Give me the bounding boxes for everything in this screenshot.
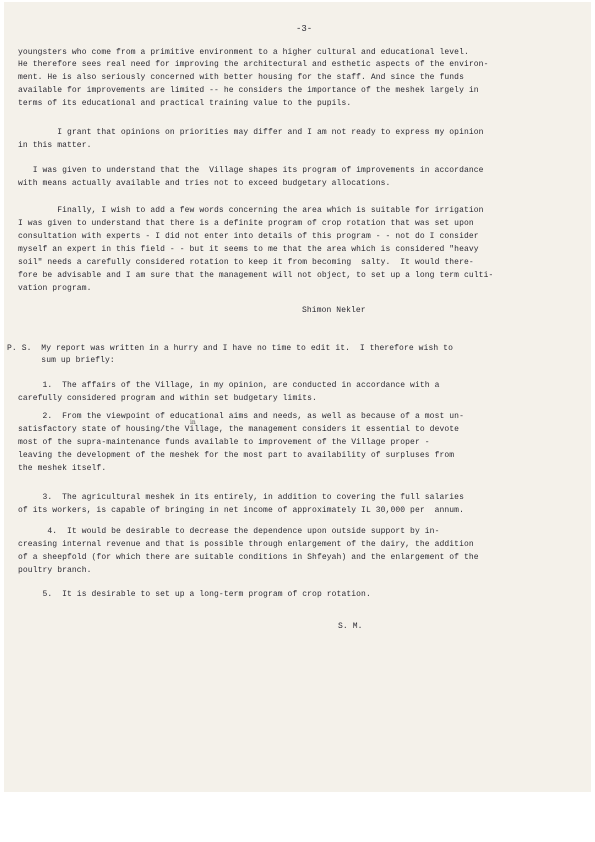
text-line: I was given to understand that the Village shapes its program of improvements in accordance: [18, 166, 484, 175]
document-page: [4, 2, 591, 792]
text-line: creasing internal revenue and that is possible through enlargement of the dairy, the addition: [18, 540, 474, 549]
text-line: carefully considered program and within set budgetary limits.: [18, 394, 317, 403]
text-line: sum up briefly:: [7, 356, 115, 365]
text-line: 3. The agricultural meshek in its entirely, in addition to covering the full salaries: [18, 493, 464, 502]
text-line: Finally, I wish to add a few words concerning the area which is suitable for irrigation: [18, 206, 484, 215]
text-line: 2. From the viewpoint of educational aims and needs, as well as because of a most un-: [18, 412, 464, 421]
text-line: youngsters who come from a primitive environment to a higher cultural and educational level.: [18, 48, 469, 57]
text-line: most of the supra-maintenance funds available to improvement of the Village proper -: [18, 438, 430, 447]
signature-name: Shimon Nekler: [302, 306, 366, 315]
text-line: in this matter.: [18, 141, 92, 150]
signature-initials: S. M.: [338, 622, 363, 631]
text-line: 1. The affairs of the Village, in my opinion, are conducted in accordance with a: [18, 381, 440, 390]
text-line: poultry branch.: [18, 566, 92, 575]
text-line: available for improvements are limited -- he considers the importance of the meshek largely in: [18, 86, 479, 95]
text-line: 5. It is desirable to set up a long-term program of crop rotation.: [18, 590, 371, 599]
text-line: He therefore sees real need for improving the architectural and esthetic aspects of the environ-: [18, 60, 489, 69]
text-line: ment. He is also seriously concerned with better housing for the staff. And since the funds: [18, 73, 464, 82]
text-line: consultation with experts - I did not enter into details of this program - - not do I consider: [18, 232, 479, 241]
text-line: the meshek itself.: [18, 464, 107, 473]
text-line: vation program.: [18, 284, 92, 293]
text-line: I grant that opinions on priorities may differ and I am not ready to express my opinion: [18, 128, 484, 137]
text-line: I was given to understand that there is a definite program of crop rotation that was set upon: [18, 219, 474, 228]
text-line: myself an expert in this field - - but it seems to me that the area which is considered "heavy: [18, 245, 479, 254]
text-line: satisfactory state of housing/the Village, the management considers it essential to devote: [18, 425, 460, 434]
text-line: soil" needs a carefully considered rotation to keep it from becoming salty. It would there-: [18, 258, 474, 267]
text-line: 4. It would be desirable to decrease the dependence upon outside support by in-: [18, 527, 440, 536]
handwritten-insert: in: [190, 419, 196, 426]
page-number: -3-: [296, 24, 313, 34]
text-line: of a sheepfold (for which there are suitable conditions in Shfeyah) and the enlargement of the: [18, 553, 479, 562]
text-line: P. S. My report was written in a hurry and I have no time to edit it. I therefore wish to: [7, 344, 453, 353]
text-line: with means actually available and tries not to exceed budgetary allocations.: [18, 179, 391, 188]
text-line: terms of its educational and practical training value to the pupils.: [18, 99, 352, 108]
text-line: of its workers, is capable of bringing in net income of approximately IL 30,000 per annum.: [18, 506, 464, 515]
text-line: fore be advisable and I am sure that the management will not object, to set up a long term culti-: [18, 271, 494, 280]
text-line: leaving the development of the meshek for the most part to availability of surpluses from: [18, 451, 455, 460]
